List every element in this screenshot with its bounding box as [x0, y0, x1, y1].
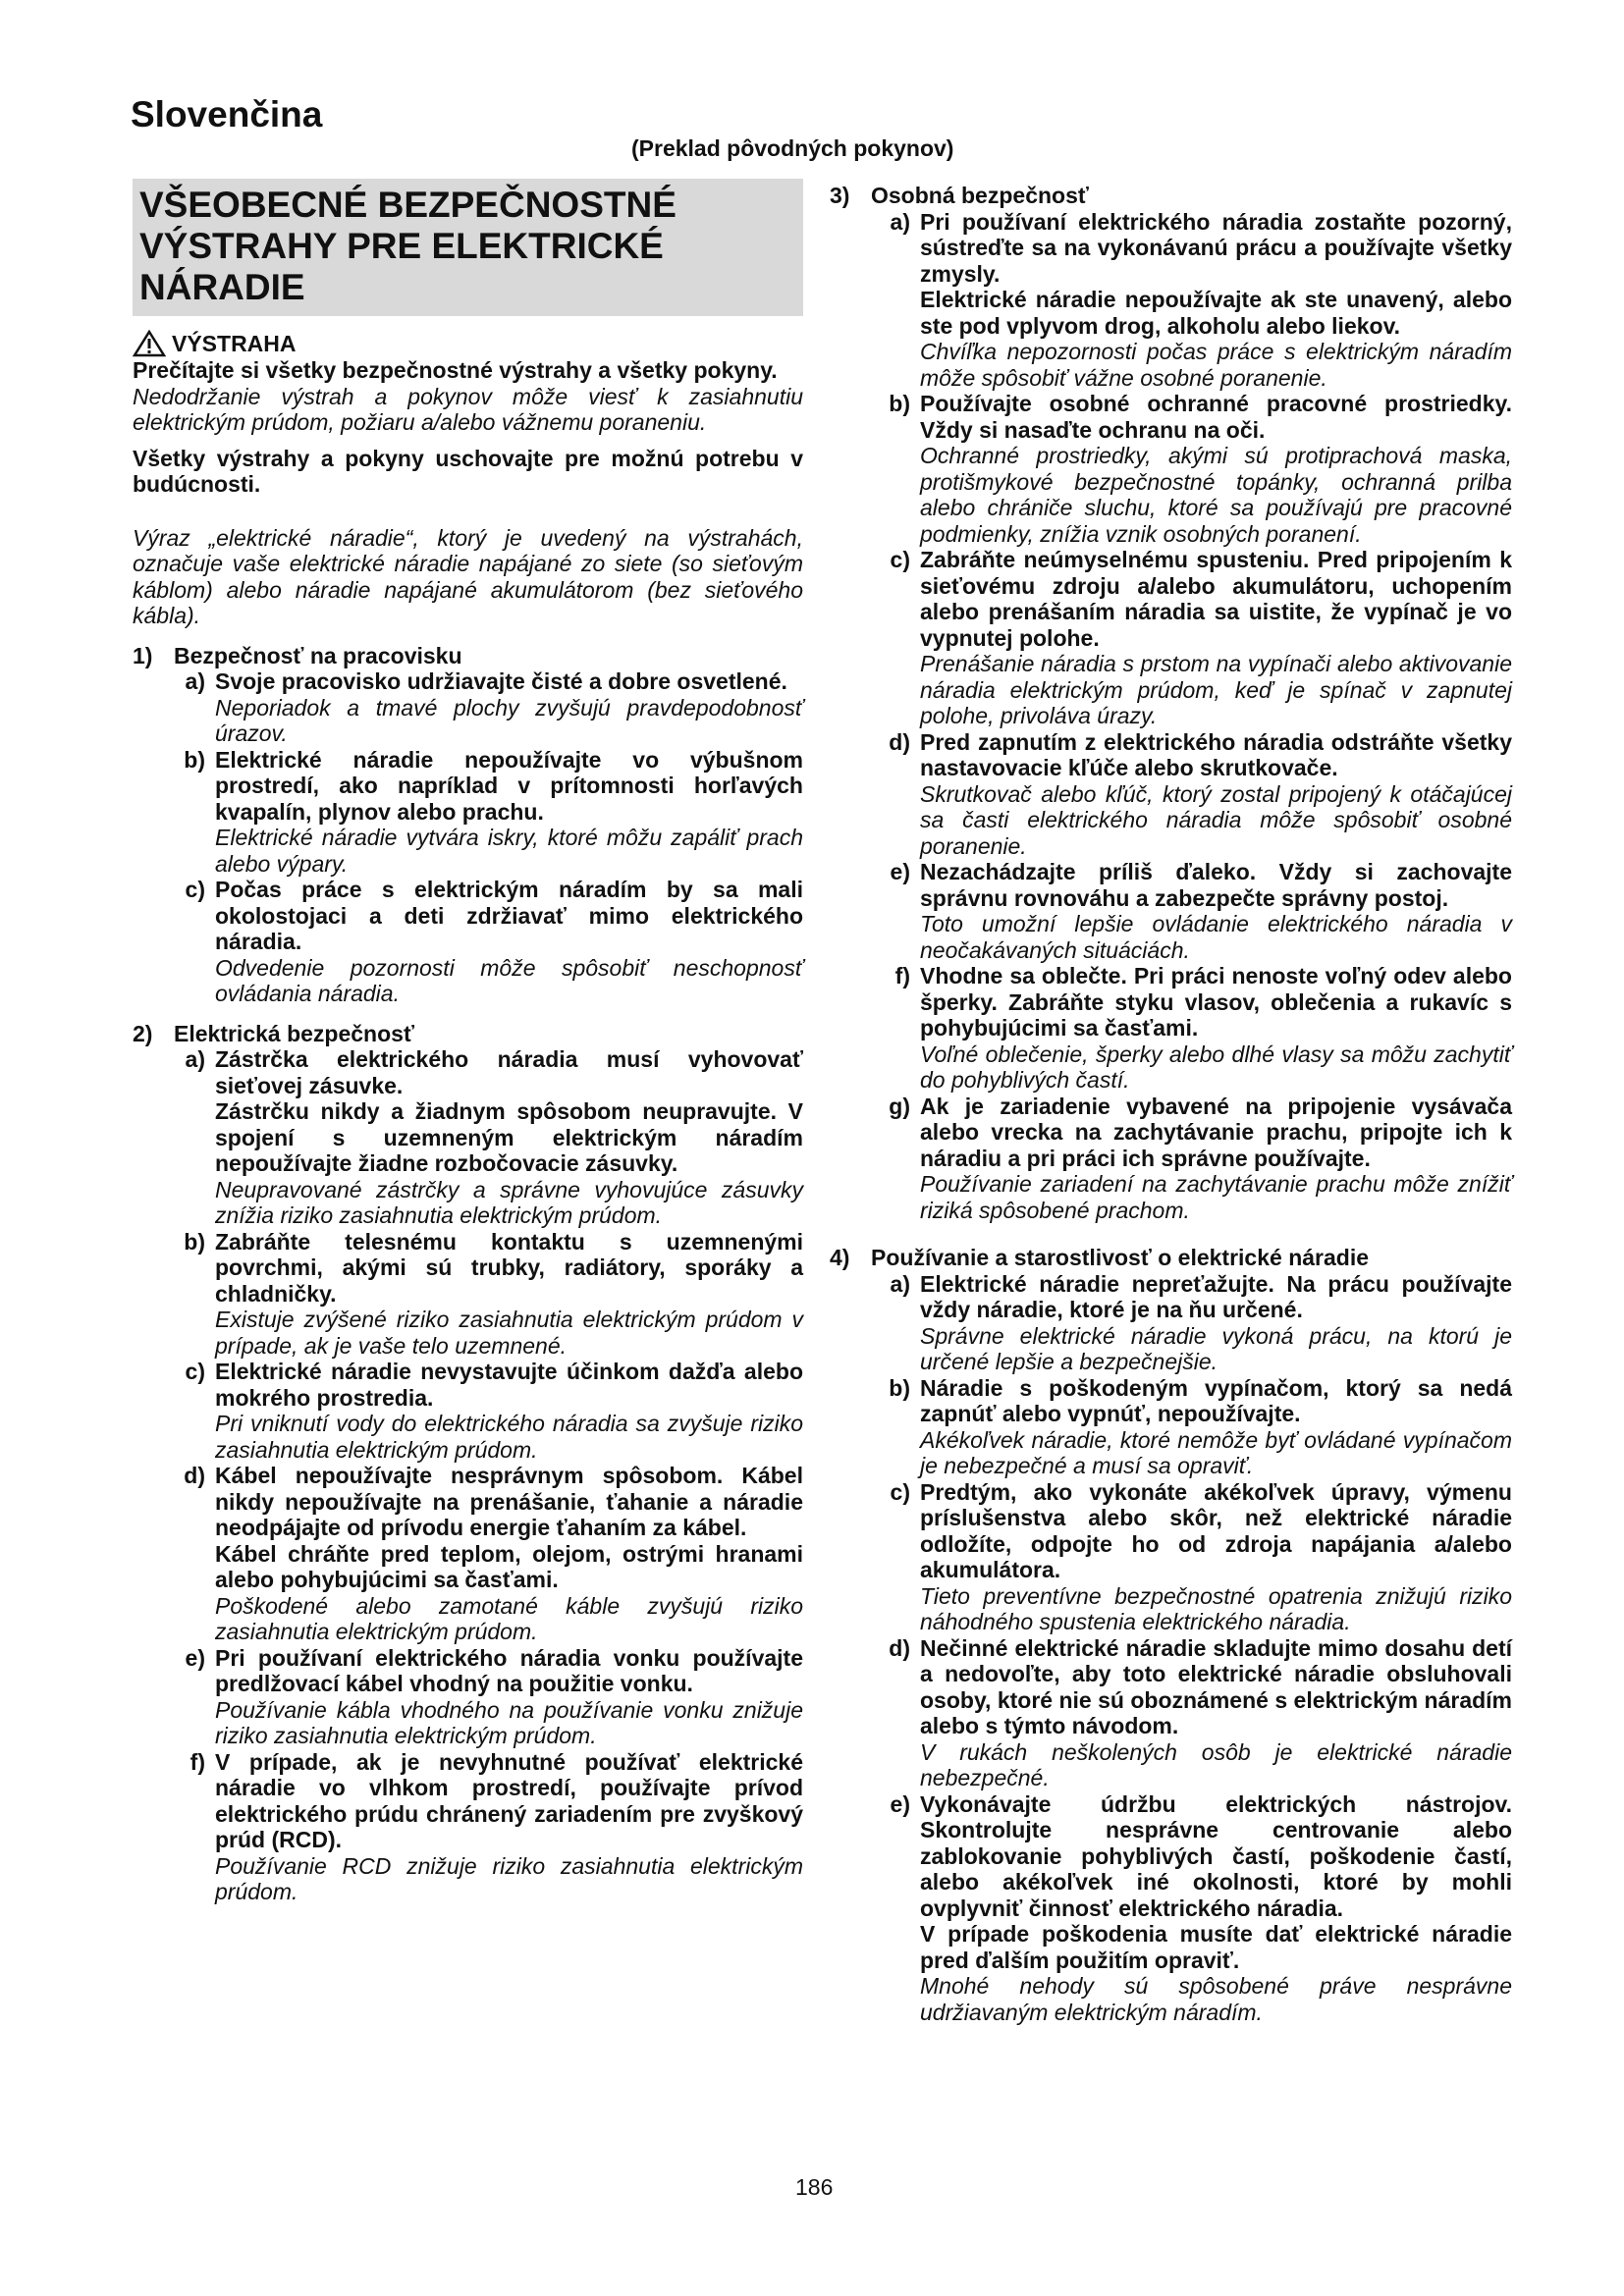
item-bold: Pred zapnutím z elektrického náradia odstráňte všetky nastavovacie kľúče alebo skrutkovače. [920, 728, 1512, 780]
item-italic: Poškodené alebo zamotané káble zvyšujú riziko zasiahnutia elektrickým prúdom. [215, 1592, 803, 1644]
item-italic: Toto umožní lepšie ovládanie elektrického náradia v neočakávaných situáciách. [920, 911, 1512, 963]
list-item [871, 1094, 1512, 1224]
list-item [871, 859, 1512, 963]
list-item [871, 729, 1512, 860]
banner-line: NÁRADIE [139, 267, 305, 307]
warning-italic: Nedodržanie výstrah a pokynov môže viesť k zasiahnutiu elektrickým prúdom, požiaru a/alebo vážnemu poraneniu. [133, 383, 803, 435]
item-bold: Kábel nepoužívajte nesprávnym spôsobom. Kábel nikdy nepoužívajte na prenášanie, ťahanie a náradie neodpájajte od prívodu energie ťahaním za kábel. [215, 1463, 803, 1540]
item-letter: b) [889, 391, 910, 416]
language-heading: Slovenčina [131, 94, 323, 134]
warning-triangle-icon [133, 330, 166, 357]
item-italic: Používanie RCD znižuje riziko zasiahnutia elektrickým prúdom. [215, 1852, 803, 1904]
item-letter: c) [890, 1478, 910, 1505]
item-bold: Náradie s poškodeným vypínačom, ktorý sa nedá zapnúť alebo vypnúť, nepoužívajte. [920, 1374, 1512, 1426]
item-italic: Elektrické náradie vytvára iskry, ktoré môžu zapáliť prach alebo výpary. [215, 825, 803, 877]
item-bold: Zabráňte telesnému kontaktu s uzemnenými povrchmi, akými sú trubky, radiátory, sporáky a chladničky. [215, 1228, 803, 1307]
list-item [871, 1375, 1512, 1479]
item-bold: Svoje pracovisko udržiavajte čisté a dobre osvetlené. [215, 668, 787, 694]
item-italic: Odvedenie pozornosti môže spôsobiť neschopnosť ovládania náradia. [215, 954, 803, 1006]
item-bold: Ak je zariadenie vybavené na pripojenie vysávača alebo vrecka na zachytávanie prachu, pripojte ich k náradiu a pri práci ich správne používajte. [920, 1093, 1512, 1171]
item-bold: Používajte osobné ochranné pracovné prostriedky. Vždy si nasaďte ochranu na oči. [920, 391, 1512, 443]
item-italic: Neporiadok a tmavé plochy zvyšujú pravdepodobnosť úrazov. [215, 694, 803, 746]
section-title: Bezpečnosť na pracovisku [174, 642, 462, 668]
section-number: 3) [830, 183, 850, 208]
section-title: Osobná bezpečnosť [871, 183, 1089, 208]
item-letter: f) [894, 963, 910, 988]
banner-line: VÝSTRAHY PRE ELEKTRICKÉ [139, 226, 664, 266]
list-item [871, 209, 1512, 392]
item-italic: Pri vniknutí vody do elektrického náradia sa zvyšuje riziko zasiahnutia elektrickým prúdom. [215, 1411, 803, 1463]
list-item [174, 1229, 803, 1360]
item-italic: Existuje zvýšené riziko zasiahnutia elektrickým prúdom v prípade, ak je vaše telo uzemnené. [215, 1307, 803, 1359]
item-italic: Používanie zariadení na zachytávanie prachu môže znížiť riziká spôsobené prachom. [920, 1171, 1512, 1223]
item-italic: Používanie kábla vhodného na používanie vonku znižuje riziko zasiahnutia elektrickým prúdom. [215, 1696, 803, 1748]
list-item [871, 1635, 1512, 1791]
item-bold: Vhodne sa oblečte. Pri práci nenoste voľný odev alebo šperky. Zabráňte styku vlasov, oblečenia a rukavíc s pohybujúcimi sa časťami. [920, 963, 1512, 1041]
item-italic: Skrutkovač alebo kľúč, ktorý zostal pripojený k otáčajúcej sa časti elektrického náradia môže spôsobiť osobné poranenie. [920, 780, 1512, 859]
item-letter: b) [184, 1228, 205, 1255]
item-letter: a) [185, 1046, 205, 1072]
item-letter: d) [889, 1634, 910, 1661]
item-italic: V rukách neškolených osôb je elektrické náradie nebezpečné. [920, 1738, 1512, 1790]
list-item [174, 1046, 803, 1229]
banner-line: VŠEOBECNÉ BEZPEČNOSTNÉ [139, 185, 677, 225]
item-bold-secondary: Zástrčku nikdy a žiadnym spôsobom neupravujte. V spojení s uzemneným elektrickým náradím nepoužívajte žiadne rozbočovacie zásuvky. [215, 1098, 803, 1176]
section-number: 2) [133, 1020, 153, 1046]
warning-bold: Prečítajte si všetky bezpečnostné výstrahy a všetky pokyny. [133, 357, 778, 383]
item-letter: a) [185, 668, 205, 694]
list-item [871, 1791, 1512, 2026]
item-italic: Akékoľvek náradie, ktoré nemôže byť ovládané vypínačom je nebezpečné a musí sa opraviť. [920, 1426, 1512, 1478]
section-heading [830, 1245, 1512, 1271]
item-italic: Správne elektrické náradie vykoná prácu, na ktorú je určené lepšie a bezpečnejšie. [920, 1322, 1512, 1374]
item-letter: e) [890, 859, 910, 884]
list-item [871, 1271, 1512, 1375]
item-letter: b) [184, 746, 205, 773]
item-italic: Ochranné prostriedky, akými sú protiprachová maska, protišmykové bezpečnostné topánky, ochranná prilba alebo chrániče sluchu, ktoré sa používajú pre pracovné podmienky, znížia vznik osobných poranení. [920, 443, 1512, 547]
list-item [174, 668, 803, 747]
title-banner [133, 179, 803, 316]
item-bold: Vykonávajte údržbu elektrických nástrojov. Skontrolujte nesprávne centrovanie alebo zablokovanie pohyblivých častí, poškodenie častí, alebo akékoľvek iné okolnosti, ktoré by mohli ovplyvniť činnosť elektrického náradia. [920, 1790, 1512, 1921]
item-bold: Elektrické náradie nevystavujte účinkom dažďa alebo mokrého prostredia. [215, 1359, 803, 1411]
section-number: 4) [830, 1245, 850, 1270]
item-bold: Zástrčka elektrického náradia musí vyhovovať sieťovej zásuvke. [215, 1046, 803, 1098]
item-bold-secondary: Kábel chráňte pred teplom, olejom, ostrými hranami alebo pohybujúcimi sa časťami. [215, 1540, 803, 1592]
item-bold: Pri používaní elektrického náradia vonku používajte predlžovací kábel vhodný na použitie vonku. [215, 1644, 803, 1696]
list-item [174, 1359, 803, 1463]
list-item [174, 1749, 803, 1905]
list-item [174, 747, 803, 878]
item-letter: c) [890, 547, 910, 572]
item-bold: Elektrické náradie nepreťažujte. Na prácu používajte vždy náradie, ktoré je na ňu určené. [920, 1270, 1512, 1322]
item-bold-secondary: Elektrické náradie nepoužívajte ak ste unavený, alebo ste pod vplyvom drog, alkoholu alebo liekov. [920, 287, 1512, 339]
item-italic: Voľné oblečenie, šperky alebo dlhé vlasy sa môžu zachytiť do pohyblivých častí. [920, 1041, 1512, 1093]
item-letter: d) [889, 728, 910, 755]
list-item [871, 963, 1512, 1094]
item-italic: Mnohé nehody sú spôsobené práve nesprávne udržiavaným elektrickým náradím. [920, 1973, 1512, 2025]
item-italic: Prenášanie náradia s prstom na vypínači alebo aktivovanie náradia elektrickým prúdom, keď je spínač v zapnutej polohe, privoláva úrazy. [920, 651, 1512, 728]
item-letter: e) [185, 1644, 205, 1671]
page-number: 186 [795, 2174, 834, 2200]
list-item [871, 1479, 1512, 1635]
section-items [830, 209, 1512, 1224]
section-number: 1) [133, 642, 153, 668]
list-item [174, 877, 803, 1007]
item-bold: Počas práce s elektrickým náradím by sa mali okolostojaci a deti zdržiavať mimo elektrického náradia. [215, 877, 803, 954]
right-column [830, 179, 1512, 2025]
item-letter: b) [889, 1374, 910, 1401]
section-items [133, 1046, 803, 1905]
item-bold: Pri používaní elektrického náradia zostaňte pozorný, sústreďte sa na vykonávanú prácu a používajte všetky zmysly. [920, 208, 1512, 287]
item-letter: a) [890, 208, 910, 235]
item-letter: d) [184, 1463, 205, 1488]
list-item [174, 1463, 803, 1645]
item-letter: g) [889, 1093, 910, 1119]
section-title: Používanie a starostlivosť o elektrické náradie [871, 1245, 1370, 1270]
list-item [871, 391, 1512, 547]
item-bold-secondary: V prípade poškodenia musíte dať elektrické náradie pred ďalším použitím opraviť. [920, 1921, 1512, 1973]
item-letter: f) [189, 1748, 205, 1775]
warning-heading [133, 330, 803, 357]
item-letter: a) [890, 1270, 910, 1297]
item-italic: Chvíľka nepozornosti počas práce s elektrickým náradím môže spôsobiť vážne osobné poranenie. [920, 339, 1512, 391]
item-bold: Nezachádzajte príliš ďaleko. Vždy si zachovajte správnu rovnováhu a zabezpečte správny postoj. [920, 859, 1512, 911]
item-bold: Elektrické náradie nepoužívajte vo výbušnom prostredí, ako napríklad v prítomnosti horľavých kvapalín, plynov alebo prachu. [215, 746, 803, 825]
list-item [871, 547, 1512, 729]
item-bold: V prípade, ak je nevyhnutné používať elektrické náradie vo vlhkom prostredí, používajte prívod elektrického prúdu chránený zariadením pre zvyškový prúd (RCD). [215, 1748, 803, 1852]
section-title: Elektrická bezpečnosť [174, 1020, 414, 1046]
section-heading [133, 1021, 803, 1047]
item-letter: e) [890, 1790, 910, 1817]
list-item [174, 1645, 803, 1749]
left-column [133, 179, 803, 1905]
translation-note: (Preklad pôvodných pokynov) [631, 135, 954, 161]
item-letter: c) [185, 1359, 205, 1384]
item-bold: Zabráňte neúmyselnému spusteniu. Pred pripojením k sieťovému zdroju a/alebo akumulátoru, uchopením alebo prenášaním náradia sa uistite, že vypínač je vo vypnutej polohe. [920, 547, 1512, 651]
item-italic: Neupravované zástrčky a správne vyhovujúce zásuvky znížia riziko zasiahnutia elektrickým prúdom. [215, 1176, 803, 1228]
section-items [133, 668, 803, 1007]
item-bold: Predtým, ako vykonáte akékoľvek úpravy, výmenu príslušenstva alebo skôr, než elektrické náradie odložíte, odpojte ho od zdroja napájania a/alebo akumulátora. [920, 1478, 1512, 1582]
warning-title: VÝSTRAHA [172, 330, 297, 356]
keep-instructions: Všetky výstrahy a pokyny uschovajte pre možnú potrebu v budúcnosti. [133, 445, 803, 497]
section-items [830, 1271, 1512, 2026]
item-italic: Tieto preventívne bezpečnostné opatrenia znižujú riziko náhodného spustenia elektrického náradia. [920, 1582, 1512, 1634]
definition-paragraph: Výraz „elektrické náradie“, ktorý je uvedený na výstrahách, označuje vaše elektrické náradie napájané zo siete (so sieťovým káblom) alebo náradie napájané akumulátorom (bez sieťového kábla). [133, 524, 803, 628]
section-heading [830, 183, 1512, 209]
section-heading [133, 643, 803, 669]
item-bold: Nečinné elektrické náradie skladujte mimo dosahu detí a nedovoľte, aby toto elektrické náradie obsluhovali osoby, ktoré nie sú oboznámené s elektrickým náradím alebo s týmto návodom. [920, 1634, 1512, 1738]
item-letter: c) [185, 877, 205, 902]
